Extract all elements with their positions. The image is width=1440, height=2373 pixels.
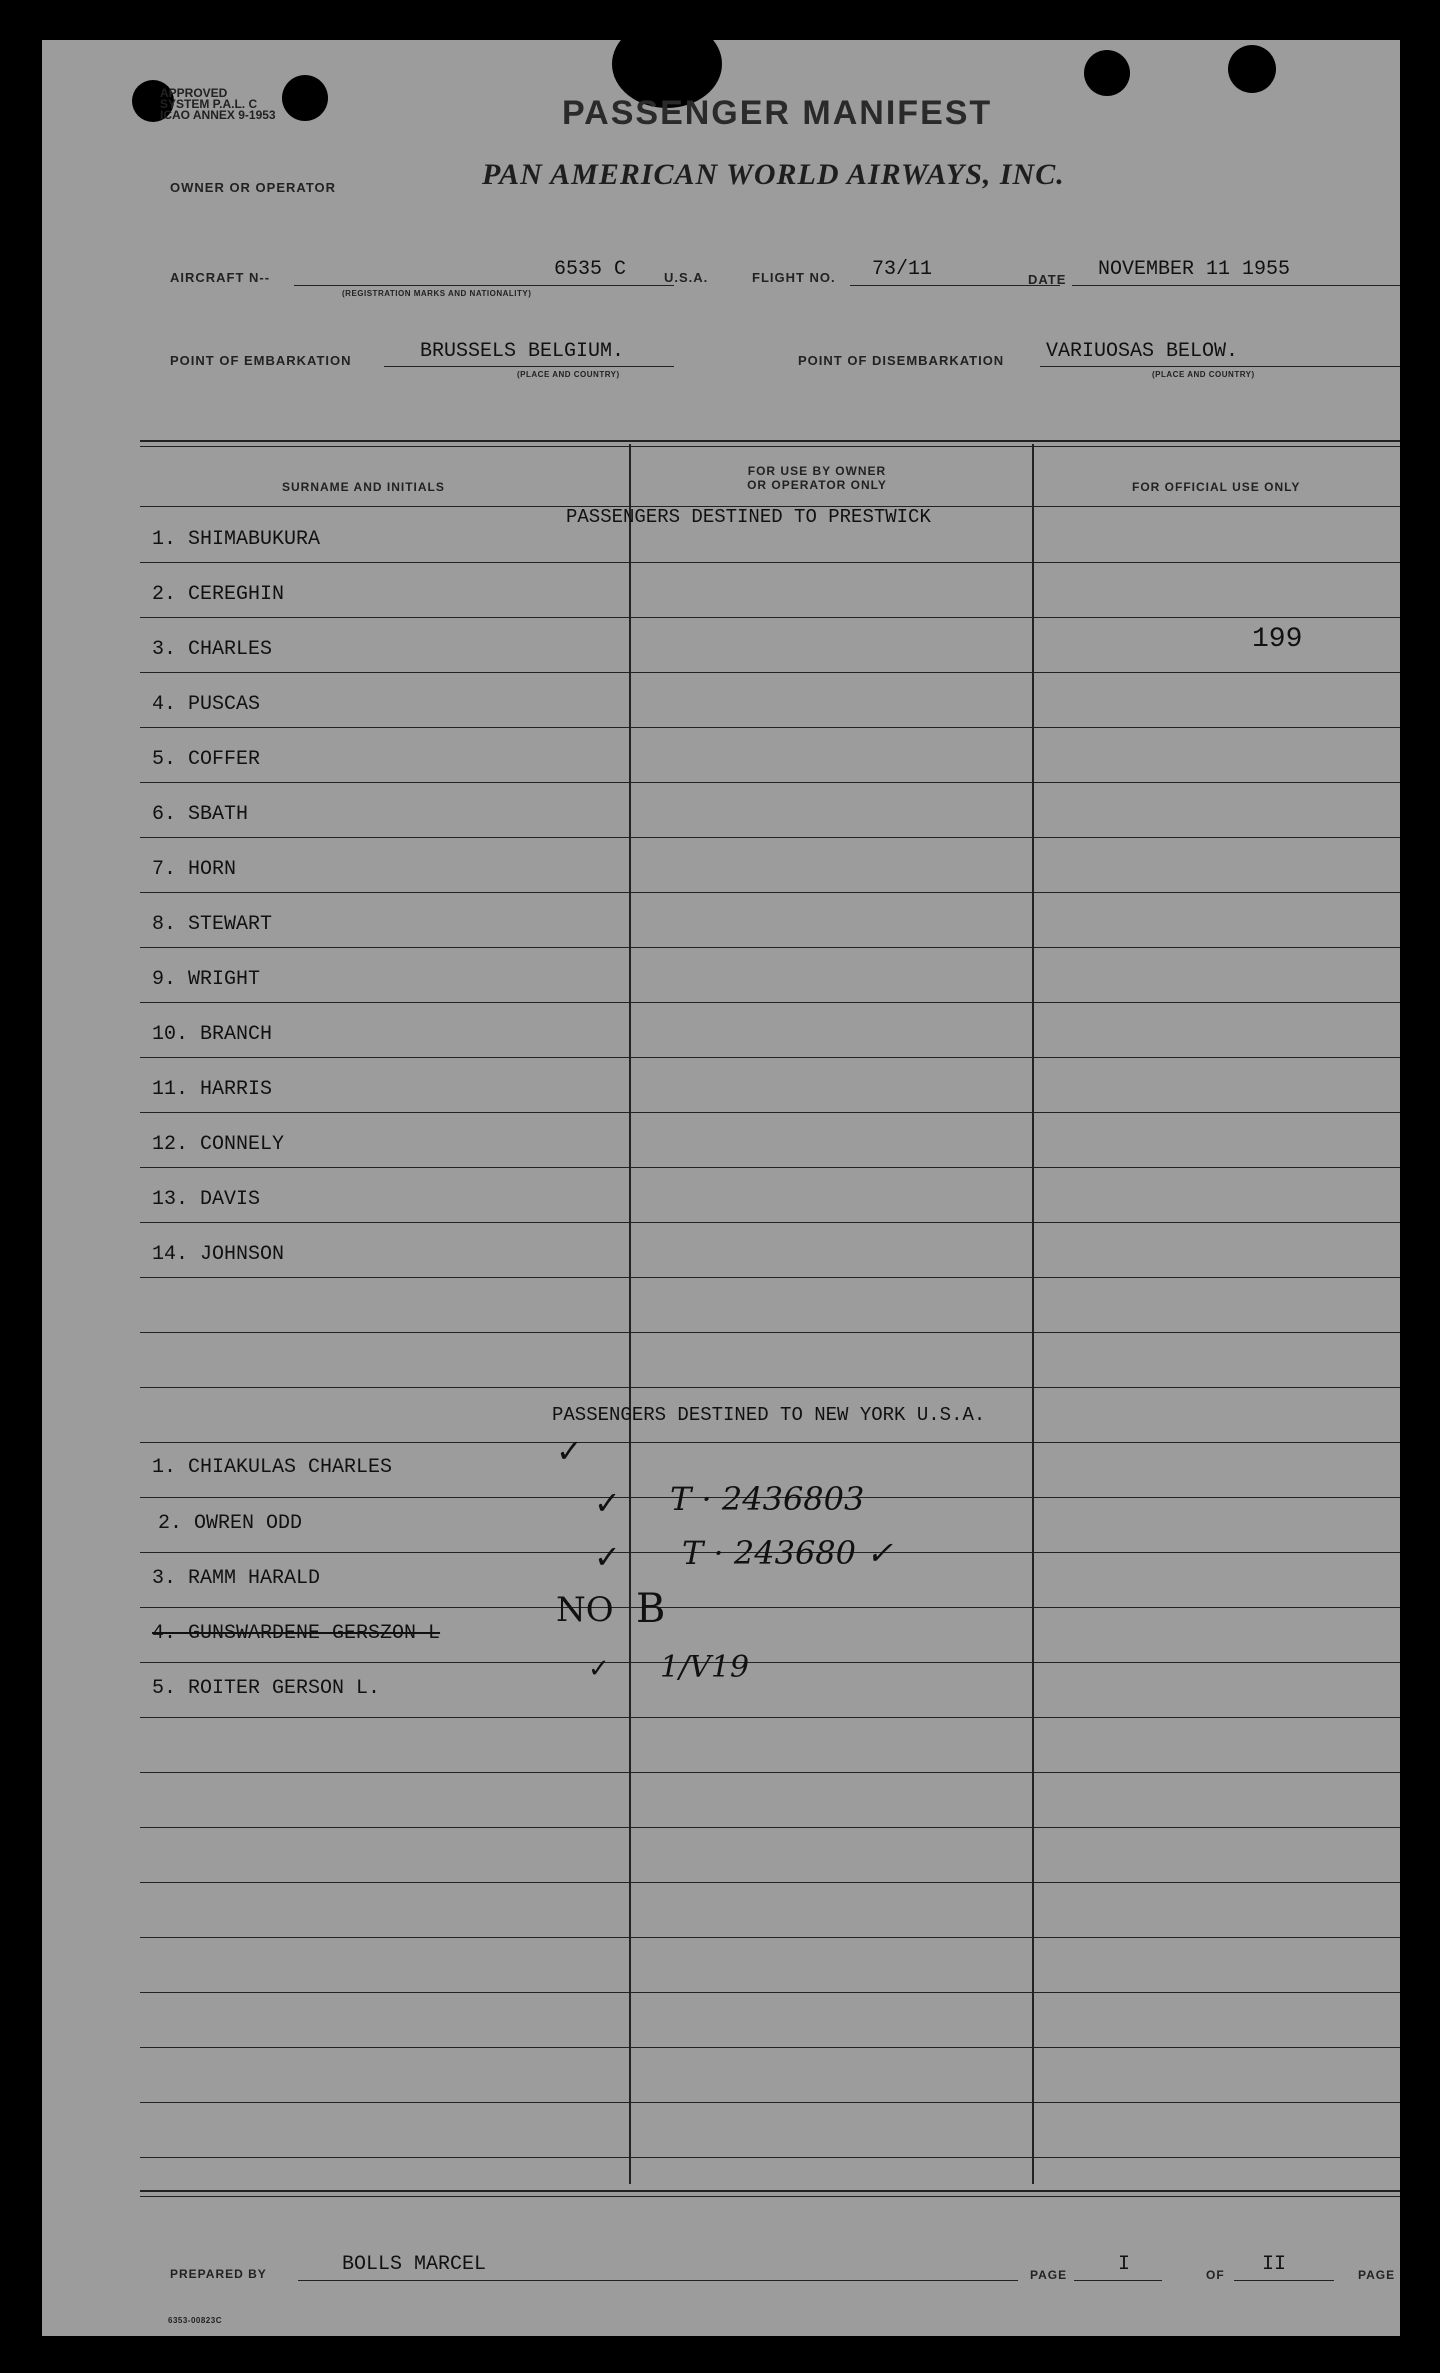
- list-item: 4. PUSCAS: [152, 693, 261, 716]
- punch-hole: [1228, 45, 1276, 93]
- list-item: 13. DAVIS: [152, 1188, 261, 1211]
- row-rule: [140, 1882, 1400, 1883]
- check-mark: ✓: [594, 1538, 621, 1576]
- page-label: PAGE: [1030, 2268, 1068, 2282]
- table-top-rule: [140, 440, 1400, 442]
- aircraft-label: AIRCRAFT N--: [170, 270, 271, 285]
- flight-label: FLIGHT NO.: [752, 270, 836, 285]
- embarkation-value: BRUSSELS BELGIUM.: [420, 340, 625, 363]
- list-item: 11. HARRIS: [152, 1078, 273, 1101]
- punch-hole: [282, 75, 328, 121]
- list-item: 4. GUNSWARDENE GERSZON L: [152, 1622, 441, 1645]
- list-item: 6. SBATH: [152, 803, 249, 826]
- prepared-by-label: PREPARED BY: [170, 2267, 267, 2281]
- date-label: DATE: [1028, 272, 1067, 287]
- page-suffix-label: PAGE: [1358, 2268, 1396, 2282]
- manifest-sheet: [42, 40, 1400, 2336]
- newyork-heading: PASSENGERS DESTINED TO NEW YORK U.S.A.: [552, 1404, 986, 1426]
- row-rule: [140, 1772, 1400, 1773]
- page-value: I: [1118, 2253, 1131, 2276]
- registration-caption: (REGISTRATION MARKS AND NATIONALITY): [342, 289, 532, 298]
- row-rule: [140, 672, 1400, 673]
- prepared-by-line: [298, 2280, 1018, 2281]
- list-item: 3. CHARLES: [152, 638, 273, 661]
- row-rule: [140, 892, 1400, 893]
- check-mark: ✓: [594, 1484, 621, 1522]
- embarkation-label: POINT OF EMBARKATION: [170, 353, 352, 368]
- handwritten-note: T · 2436803: [670, 1480, 865, 1518]
- row-rule: [140, 1277, 1400, 1278]
- table-bottom-rule: [140, 2190, 1400, 2192]
- list-item: 9. WRIGHT: [152, 968, 261, 991]
- column-divider: [629, 444, 631, 2184]
- prepared-by-value: BOLLS MARCEL: [342, 2253, 487, 2276]
- date-line: [1072, 285, 1400, 286]
- country-label: U.S.A.: [664, 270, 709, 285]
- list-item: 3. RAMM HARALD: [152, 1567, 321, 1590]
- row-rule: [140, 782, 1400, 783]
- row-rule: [140, 1332, 1400, 1333]
- airline-name: PAN AMERICAN WORLD AIRWAYS, INC.: [482, 158, 1065, 191]
- surname-header: SURNAME AND INITIALS: [282, 480, 445, 494]
- of-label: OF: [1206, 2268, 1225, 2282]
- owner-use-header: FOR USE BY OWNER OR OPERATOR ONLY: [747, 464, 887, 492]
- list-item: 2. CEREGHIN: [152, 583, 285, 606]
- row-rule: [140, 562, 1400, 563]
- of-line: [1234, 2280, 1334, 2281]
- row-rule: [140, 1057, 1400, 1058]
- check-mark: ✓: [588, 1654, 610, 1684]
- page-line: [1074, 2280, 1162, 2281]
- prestwick-heading: PASSENGERS DESTINED TO PRESTWICK: [566, 506, 931, 528]
- row-rule: [140, 1112, 1400, 1113]
- handwritten-note: T · 243680 ✓: [682, 1534, 893, 1572]
- row-rule: [140, 2157, 1400, 2158]
- list-item: 1. CHIAKULAS CHARLES: [152, 1456, 393, 1479]
- aircraft-value: 6535 C: [554, 258, 627, 281]
- disembarkation-caption: (PLACE AND COUNTRY): [1152, 370, 1255, 379]
- list-item: 1. SHIMABUKURA: [152, 528, 321, 551]
- handwritten-note: 1/V19: [660, 1650, 750, 1685]
- table-top-rule: [140, 446, 1400, 447]
- handwritten-note: B: [636, 1586, 666, 1632]
- row-rule: [140, 1387, 1400, 1388]
- disembarkation-value: VARIUOSAS BELOW.: [1046, 340, 1239, 363]
- row-rule: [140, 837, 1400, 838]
- column-divider: [1032, 444, 1034, 2184]
- row-rule: [140, 1002, 1400, 1003]
- list-item: 7. HORN: [152, 858, 237, 881]
- disembarkation-label: POINT OF DISEMBARKATION: [798, 353, 1005, 368]
- list-item: 5. ROITER GERSON L.: [152, 1677, 381, 1700]
- row-rule: [140, 1992, 1400, 1993]
- table-bottom-rule: [140, 2196, 1400, 2197]
- row-rule: [140, 617, 1400, 618]
- list-item: 12. CONNELY: [152, 1133, 285, 1156]
- row-rule: [140, 1662, 1400, 1663]
- official-use-header: FOR OFFICIAL USE ONLY: [1132, 480, 1301, 494]
- row-rule: [140, 1937, 1400, 1938]
- punch-hole: [1084, 50, 1130, 96]
- flight-value: 73/11: [872, 258, 933, 281]
- row-rule: [140, 1442, 1400, 1443]
- row-rule: [140, 1717, 1400, 1718]
- list-item: 2. OWREN ODD: [158, 1512, 303, 1535]
- row-rule: [140, 1607, 1400, 1608]
- row-rule: [140, 947, 1400, 948]
- row-rule: [140, 1827, 1400, 1828]
- aircraft-line: [294, 285, 674, 286]
- date-value: NOVEMBER 11 1955: [1098, 258, 1291, 281]
- row-rule: [140, 727, 1400, 728]
- row-rule: [140, 2047, 1400, 2048]
- list-item: 8. STEWART: [152, 913, 273, 936]
- official-number: 199: [1252, 624, 1303, 655]
- row-rule: [140, 2102, 1400, 2103]
- owner-label: OWNER OR OPERATOR: [170, 180, 337, 195]
- approval-stamp: APPROVED SYSTEM P.A.L. C ICAO ANNEX 9-1953: [160, 86, 276, 122]
- list-item: 10. BRANCH: [152, 1023, 273, 1046]
- row-rule: [140, 1222, 1400, 1223]
- row-rule: [140, 1167, 1400, 1168]
- check-mark: ✓: [556, 1432, 583, 1470]
- disembarkation-line: [1040, 366, 1400, 367]
- embarkation-caption: (PLACE AND COUNTRY): [517, 370, 620, 379]
- form-title: PASSENGER MANIFEST: [562, 94, 993, 132]
- of-value: II: [1262, 2253, 1287, 2276]
- handwritten-note: NO: [556, 1590, 614, 1630]
- embarkation-line: [384, 366, 674, 367]
- list-item: 5. COFFER: [152, 748, 261, 771]
- list-item: 14. JOHNSON: [152, 1243, 285, 1266]
- form-number: 6353-00823C: [168, 2316, 222, 2325]
